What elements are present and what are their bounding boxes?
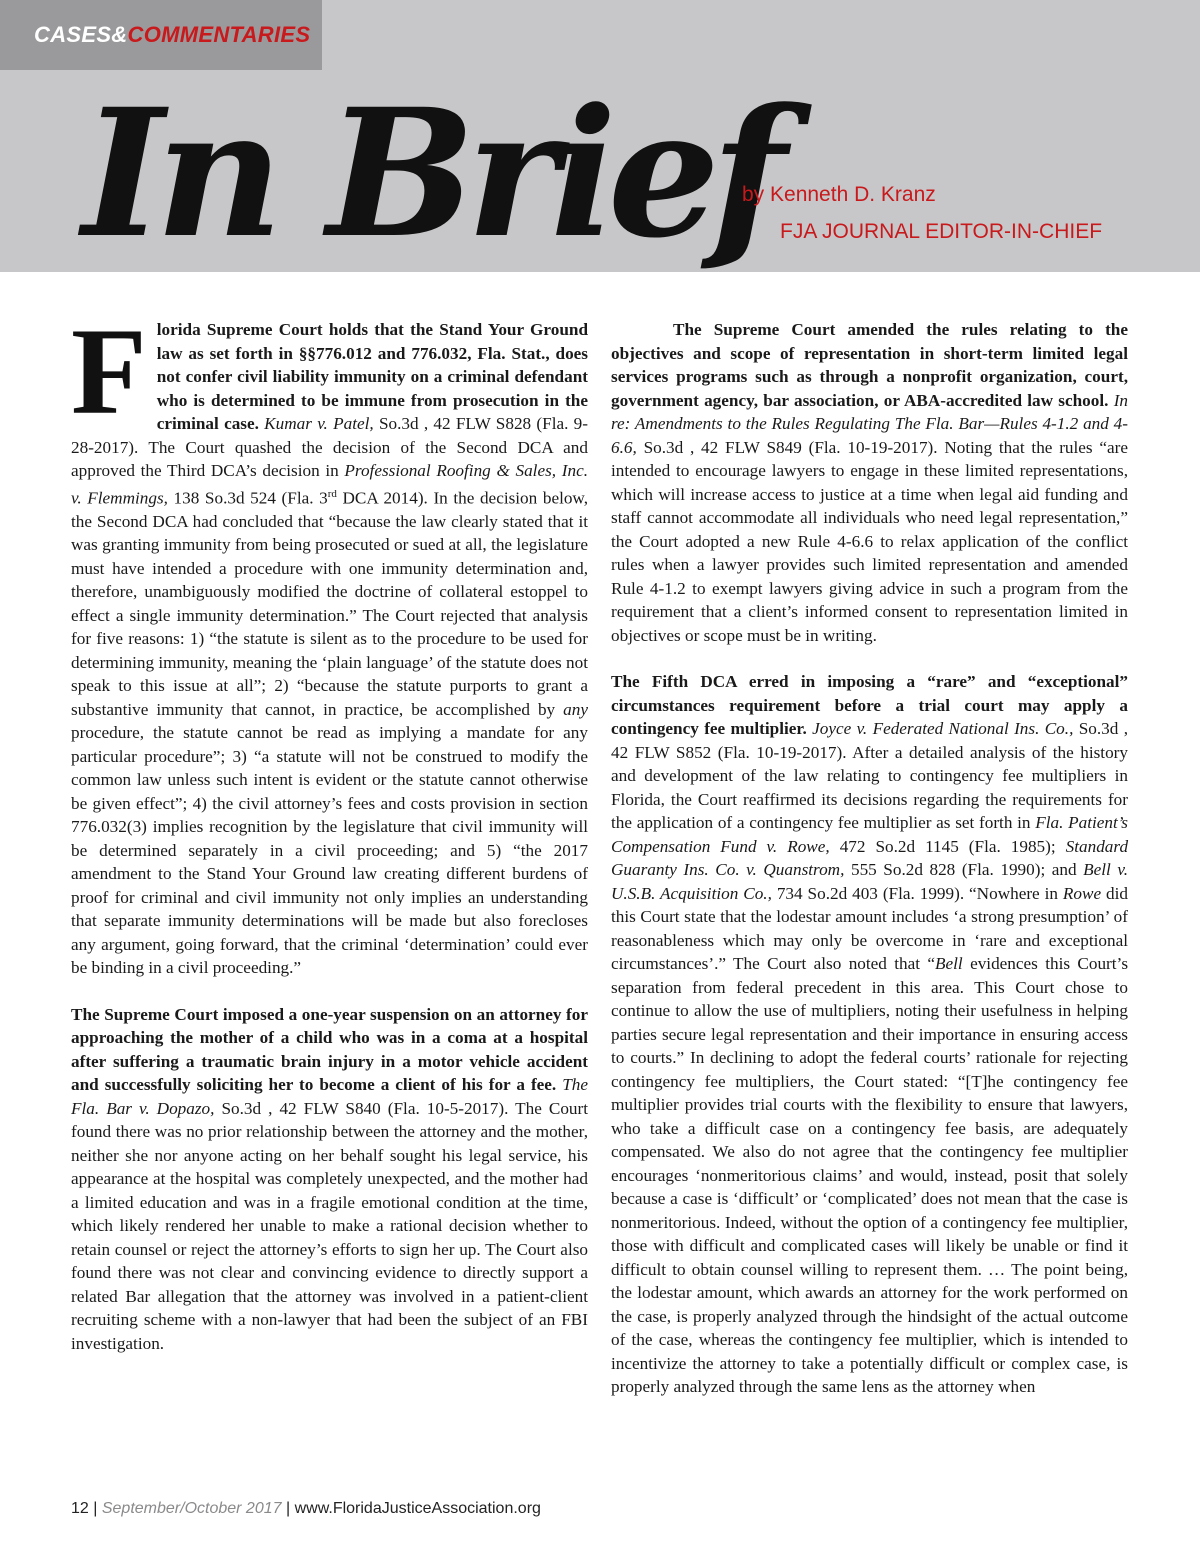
right-column <box>611 318 1128 1399</box>
byline-role: FJA JOURNAL EDITOR-IN-CHIEF <box>780 220 1103 243</box>
drop-cap: F <box>71 303 147 440</box>
article-stand-your-ground: Florida Supreme Court holds that the Stand Your Ground law as set forth in §§776.012 and 776.032, Fla. Stat., does not confer civil liability immunity on a criminal defendant who is determined to be immune from prosecution in the criminal case. Kumar v. Patel, So.3d , 42 FLW S828 (Fla. 9-28-2017). The Court quashed the decision of the Second DCA and approved the Third DCA’s decision in Professional Roofing & Sales, Inc. v. Flemmings, 138 So.3d 524 (Fla. 3rd DCA 2014). In the decision below, the Second DCA had concluded that “because the law clearly stated that it was granting immunity from being prosecuted or sued at all, the legislature must have intended a procedure with one immunity determination and, therefore, unambiguously modified the doctrine of collateral estoppel to effect a single immunity determination.” The Court rejected that analysis for five reasons: 1) “the statute is silent as to the procedure to be used for determining immunity, meaning the ‘plain language’ of the statute does not speak to this issue at all”; 2) “because the statute purports to grant a substantive immunity that cannot, in practice, be accomplished by any procedure, the statute cannot be read as implying a mandate for any particular procedure”; 3) “a statute will not be construed to modify the common law unless such intent is evident or the statute cannot otherwise be given effect”; 4) the civil attorney’s fees and costs provision in section 776.032(3) implies recognition by the legislature that civil immunity will be determined separately in a civil proceeding; and 5) “the 2017 amendment to the Stand Your Ground law creating different burdens of proof for criminal and civil immunity not only implies an understanding that separate immunity determinations will be made but also forecloses any argument, going forward, that the criminal ‘determination’ could ever be binding in a civil proceeding.” <box>71 303 589 978</box>
article-limited-legal-services: The Supreme Court amended the rules relating to the objectives and scope of representation in short-term limited legal services programs such as through a nonprofit organization, court, government agency, bar association, or ABA-accredited law school. In re: Amendments to the Rules Regulating The Fla. Bar—Rules 4-1.2 and 4-6.6, So.3d , 42 FLW S849 (Fla. 10-19-2017). Noting that the rules “are intended to encourage lawyers to engage in these limited representations, which will increase access to justice at a time when legal aid funding and staff cannot accommodate all individuals who need legal representation,” the Court adopted a new Rule 4-6.6 to relax application of the conflict rules when a lawyer provides such limited representation and amended Rule 4-1.2 to exempt lawyers giving advice in such a program from the requirement that a client’s informed consent to representation limited in objectives or scope must be in writing. <box>611 320 1129 645</box>
byline: by Kenneth D. Kranz <box>742 183 936 206</box>
article-contingency-multiplier: The Fifth DCA erred in imposing a “rare” and “exceptional” circumstances requirement before a trial court may apply a contingency fee multiplier. Joyce v. Federated National Ins. Co., So.3d , 42 FLW S852 (Fla. 10-19-2017). After a detailed analysis of the history and development of the law relating to contingency fee multipliers in Florida, the Court reaffirmed its decisions regarding the requirements for the application of a contingency fee multiplier as set forth in Fla. Patient’s Compensation Fund v. Rowe, 472 So.2d 1145 (Fla. 1985); Standard Guaranty Ins. Co. v. Quanstrom, 555 So.2d 828 (Fla. 1990); and Bell v. U.S.B. Acquisition Co., 734 So.2d 403 (Fla. 1999). “Nowhere in Rowe did this Court state that the lodestar amount includes ‘a strong presumption’ of reasonableness which may only be overcome in ‘rare and exceptional circumstances’.” The Court also noted that “Bell evidences this Court’s separation from federal precedent in this area. This Court chose to continue to allow the use of multipliers, noting their usefulness in helping parties secure legal representation and their importance in ensuring access to courts.” In declining to adopt the federal courts’ rationale for rejecting contingency fee multipliers, the Court stated: “[T]he contingency fee multiplier provides trial courts with the flexibility to ensure that lawyers, who take a difficult case on a contingency fee basis, are adequately compensated. We also do not agree that the contingency fee multiplier encourages ‘nonmeritorious claims’ and would, instead, posit that solely because a case is ‘difficult’ or ‘complicated’ does not mean that the case is nonmeritorious. Indeed, without the option of a contingency fee multiplier, those with difficult and complicated cases will likely be unable or find it difficult to obtain counsel willing to represent them. … The point being, the lodestar amount, which awards an attorney for the work performed on the case, is properly analyzed through the hindsight of the actual outcome of the case, whereas the contingency fee multiplier, which is intended to incentivize the attorney to take a potentially difficult or complex case, is properly analyzed through the same lens as the attorney when <box>611 672 1129 1396</box>
left-column <box>71 303 589 1355</box>
section-label: CASES&COMMENTARIES <box>34 22 311 47</box>
article-attorney-suspension: The Supreme Court imposed a one-year suspension on an attorney for approaching the mother of a child who was in a coma at a hospital after suffering a traumatic brain injury in a motor vehicle accident and successfully soliciting her to become a client of his for a fee. The Fla. Bar v. Dopazo, So.3d , 42 FLW S840 (Fla. 10-5-2017). The Court found there was no prior relationship between the attorney and the mother, neither she nor anyone acting on her behalf sought his legal service, his appearance at the hospital was completely unexpected, and the mother had a limited education and was in a fragile emotional condition at the time, which likely rendered her unable to make a rational decision whether to retain counsel or reject the attorney’s efforts to sign her up. The Court also found there was not clear and convincing evidence to directly support a related Bar allegation that the attorney was involved in a patient-client recruiting scheme with a non-lawyer that had been the subject of an FBI investigation. <box>71 1004 589 1353</box>
issue-date: September/October 2017 <box>101 1500 282 1517</box>
page-title: In Brief <box>82 70 778 277</box>
section-tab <box>0 0 322 70</box>
page-footer: 12 | September/October 2017 | www.FloridaJusticeAssociation.org <box>71 1500 541 1517</box>
page-number: 12 <box>71 1500 89 1517</box>
website-link[interactable]: www.FloridaJusticeAssociation.org <box>294 1500 541 1517</box>
